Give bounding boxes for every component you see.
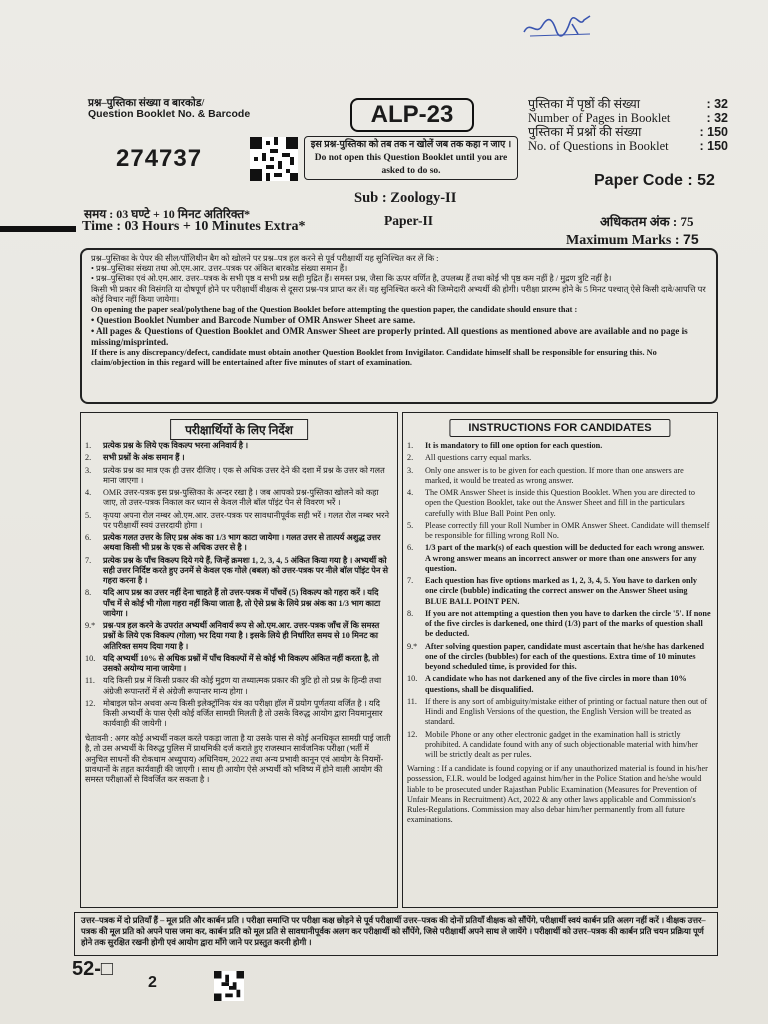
- page-code: 52-□: [72, 958, 113, 980]
- english-warning: Warning : If a candidate is found copying or if any unauthorized material is found in his/her possession, F.I.R. would be lodged against him/her in the Police Station and he/she would liable to be prosecuted under Rajasthan Public Examination (Measures for Prevention of Unfair Means in Recruitment) Act, 2022 & any other laws applicable and Commission's Rules-Regulations. Commission may also debar him/her permanently from all future examinations.: [407, 764, 708, 825]
- questions-english-label: No. of Questions in Booklet: [528, 139, 669, 153]
- pages-english-label: Number of Pages in Booklet: [528, 111, 671, 125]
- notice-hindi-list: [91, 264, 707, 284]
- instruction-text: Mobile Phone or any other electronic gadget in the examination hall is strictly prohibited. A candidate found with any of such objectionable material with him/her will be strictly dealt as per rules.: [425, 729, 698, 759]
- seal-notice-box: [80, 248, 718, 404]
- instruction-text: प्रत्येक प्रश्न के लिये एक विकल्प भरना अनिवार्य है ।: [103, 441, 249, 450]
- booklet-number: 274737: [116, 145, 203, 172]
- max-marks-hindi: अधिकतम अंक : 75: [600, 214, 694, 229]
- instruction-item: [407, 730, 711, 761]
- notice-english-list: [91, 315, 707, 348]
- questions-english-row: [528, 139, 728, 153]
- max-marks-english: [566, 231, 699, 249]
- instruction-text: प्रत्येक गलत उत्तर के लिए प्रश्न अंक का 1/3 भाग काटा जायेगा । गलत उत्तर से तात्पर्य अशुद्ध उत्तर अथवा किसी भी प्रश्न के एक से अधिक उत्तर से है ।: [103, 533, 381, 553]
- booklet-info: [528, 97, 728, 153]
- instruction-item: [407, 466, 711, 487]
- instruction-number: 5.: [85, 510, 92, 520]
- subject-title: Sub : Zoology-II: [354, 190, 457, 206]
- instruction-text: यदि किसी प्रश्न में किसी प्रकार की कोई मुद्रण या तथ्यात्मक प्रकार की त्रुटि हो तो प्रश्न के हिन्दी तथा अंग्रेजी रूपान्तरों में से अंग्रेजी रूपान्तर मान्य होगा ।: [103, 676, 382, 696]
- questions-hindi-label: पुस्तिका में प्रश्नों की संख्या: [528, 125, 642, 139]
- instruction-number: 12.: [407, 729, 418, 739]
- pages-hindi-label: पुस्तिका में पृष्ठों की संख्या: [528, 97, 640, 111]
- time-hindi: समय : 03 घण्टे + 10 मिनट अतिरिक्त*: [84, 207, 251, 221]
- questions-hindi-value: : 150: [699, 125, 728, 139]
- instruction-item: [407, 642, 711, 673]
- questions-hindi-row: [528, 125, 728, 139]
- do-not-open-notice: इस प्रश्न-पुस्तिका को तब तक न खोलें जब तक कहा न जाए । Do not open this Question Booklet until you are asked to do so.: [304, 136, 518, 180]
- instruction-item: [85, 556, 391, 587]
- notice-english-item: • Question Booklet Number and Barcode Number of OMR Answer Sheet are same.: [91, 315, 707, 326]
- instruction-number: 6.: [407, 543, 414, 553]
- instruction-item: [407, 441, 711, 451]
- instruction-text: प्रश्न-पत्र हल करने के उपरांत अभ्यर्थी अनिवार्य रूप से ओ.एम.आर. उत्तर-पत्रक जाँच लें कि समस्त प्रश्नों के लिये एक विकल्प (गोला) भर दिया गया है । इसके लिये ही निर्धारित समय से 10 मिनट का अतिरिक्त समय दिया गया है ।: [103, 621, 380, 651]
- notice-hindi-item: • प्रश्न–पुस्तिका एवं ओ.एम.आर. उत्तर–पत्रक के सभी पृष्ठ व सभी प्रश्न सही मुद्रित हैं। समस्त प्रश्न, जैसा कि ऊपर वर्णित है, उपलब्ध हैं तथा कोई भी पृष्ठ कम नहीं है / मुद्रण त्रुटि नहीं है।: [91, 274, 707, 284]
- time-english: Time : 03 Hours + 10 Minutes Extra*: [82, 219, 306, 234]
- instruction-item: [407, 697, 711, 728]
- instruction-text: कृपया अपना रोल नम्बर ओ.एम.आर. उत्तर-पत्रक पर सावधानीपूर्वक सही भरें । गलत रोल नम्बर भरने पर परीक्षार्थी स्वयं उत्तरदायी होगा ।: [103, 510, 390, 530]
- instruction-text: OMR उत्तर-पत्रक इस प्रश्न-पुस्तिका के अन्दर रखा है । जब आपको प्रश्न-पुस्तिका खोलने को कहा जाए, तो उत्तर-पत्रक निकाल कर ध्यान से केवल नीले बॉल पॉइंट पेन से विवरण भरें ।: [103, 488, 379, 508]
- paper-title: Paper-II: [384, 213, 433, 228]
- instruction-number: 8.: [85, 588, 92, 598]
- instruction-item: [407, 543, 711, 574]
- divider-bar: [0, 226, 76, 232]
- instruction-number: 1.: [407, 441, 414, 450]
- instruction-text: If there is any sort of ambiguity/mistake either of printing or factual nature then out of Hindi and English Versions of the question, the English Version will be treated as standard.: [425, 696, 708, 727]
- instruction-number: 2.: [85, 453, 92, 463]
- pages-english-value: : 32: [706, 111, 728, 125]
- instruction-number: 2.: [407, 453, 414, 463]
- english-instructions-title: INSTRUCTIONS FOR CANDIDATES: [449, 419, 670, 437]
- instruction-number: 7.: [407, 576, 414, 585]
- notice-hindi-outro: किसी भी प्रकार की विसंगति या दोषपूर्ण होने पर परीक्षार्थी वीक्षक से दूसरा प्रश्न-पत्र प्राप्त कर लें। यह सुनिश्चित करने की जिम्मेदारी अभ्यर्थी की होगी। परीक्षा प्रारम्भ होने के 5 मिनट पश्चात् ऐसे किसी दावे/आपत्ति पर कोई विचार नहीं किया जायेगा।: [91, 284, 706, 304]
- questions-english-value: : 150: [699, 139, 728, 153]
- instruction-text: Each question has five options marked as 1, 2, 3, 4, 5. You have to darken only one circle (bubble) indicating the correct answer on the Answer Sheet using BLUE BALL POINT PEN.: [425, 576, 697, 606]
- instruction-item: [85, 699, 391, 730]
- pages-hindi-value: : 32: [706, 97, 728, 111]
- instruction-item: [407, 453, 711, 463]
- pages-english-row: [528, 111, 728, 125]
- instruction-item: [85, 511, 391, 532]
- instruction-text: यदि आप प्रश्न का उत्तर नहीं देना चाहते हैं तो उत्तर-पत्रक में पाँचवें (5) विकल्प को गहरा करें । यदि पाँच में से कोई भी गोला गहरा नहीं किया जाता है, तो ऐसे प्रश्न के लिये प्रश्न अंक का 1/3 भाग काटा जायेगा ।: [103, 588, 381, 618]
- instruction-number: 4.: [407, 488, 414, 497]
- instruction-text: यदि अभ्यर्थी 10% से अधिक प्रश्नों में पाँच विकल्पों में से कोई भी विकल्प अंकित नहीं करता है, तो उसको अयोग्य माना जायेगा ।: [103, 653, 379, 673]
- instruction-text: मोबाइल फोन अथवा अन्य किसी इलेक्ट्रॉनिक यंत्र का परीक्षा हॉल में प्रयोग पूर्णतया वर्जित है । यदि किसी अभ्यर्थी के पास ऐसी कोई वर्जित सामग्री मिलती है तो उसके विरुद्ध आयोग द्वारा नियमानुसार कार्यवाही की जायेगी ।: [103, 698, 383, 729]
- answer-sheet-copy-notice: उत्तर–पत्रक में दो प्रतियाँ हैं – मूल प्रति और कार्बन प्रति । परीक्षा समाप्ति पर परीक्षा कक्ष छोड़ने से पूर्व परीक्षार्थी उत्तर–पत्रक की दोनों प्रतियाँ वीक्षक को सौंपेंगे, परीक्षार्थी स्वयं कार्बन प्रति अलग नहीं करें । वीक्षक उत्तर–पत्रक की मूल प्रति को अपने पास जमा कर, कार्बन प्रति को मूल प्रति से सावधानीपूर्वक अलग कर परीक्षार्थी को सौंपेंगे, जिसे परीक्षार्थी अपने साथ ले जायेंगे । परीक्षार्थी को उत्तर–पत्रक की कार्बन प्रति चयन प्रक्रिया पूर्ण होने तक सुरक्षित रखनी होगी एवं आयोग द्वारा माँगे जाने पर प्रस्तुत करनी होगी ।: [74, 912, 718, 956]
- instruction-number: 9.*: [85, 621, 96, 630]
- instruction-number: 3.: [85, 465, 92, 475]
- instruction-text: प्रत्येक प्रश्न के पाँच विकल्प दिये गये हैं, जिन्हें क्रमशः 1, 2, 3, 4, 5 अंकित किया गया है । अभ्यर्थी को सही उत्तर निर्दिष्ट करते हुए उनमें से केवल एक गोले (बबल) को उत्तर-पत्रक पर नीले बॉल पॉइंट पेन से गहरा करना है ।: [103, 555, 389, 585]
- instruction-number: 1.: [85, 441, 92, 450]
- hindi-warning: चेतावनी : अगर कोई अभ्यर्थी नकल करते पकड़ा जाता है या उसके पास से कोई अनधिकृत सामग्री पाई जाती है, तो उस अभ्यर्थी के विरुद्ध पुलिस में प्राथमिकी दर्ज कराते हुए राजस्थान सार्वजनिक परीक्षा (भर्ती में अनुचित साधनों की रोकथाम अध्युपाय) अधिनियम, 2022 तथा अन्य प्रभावी कानून एवं आयोग के नियमों-प्रावधानों के तहत कार्यवाही की जाएगी । साथ ही आयोग ऐसे अभ्यर्थी को भविष्य में होने वाली आयोग की समस्त परीक्षाओं से विवर्जित कर सकता है ।: [85, 734, 391, 784]
- hindi-instructions-panel: [80, 412, 398, 908]
- instruction-text: 1/3 part of the mark(s) of each question will be deducted for each wrong answer. A wrong answer means an incorrect answer or more than one answers for any question.: [425, 543, 705, 573]
- handwritten-signature: [520, 10, 600, 42]
- instruction-item: [85, 533, 391, 554]
- notice-english-intro: On opening the paper seal/polythene bag of the Question Booklet before attempting the question paper, the candidate should ensure that :: [91, 305, 578, 315]
- instruction-text: All questions carry equal marks.: [425, 453, 532, 463]
- instruction-text: सभी प्रश्नों के अंक समान हैं ।: [103, 453, 185, 463]
- instruction-text: Please correctly fill your Roll Number in OMR Answer Sheet. Candidate will themself be responsible for filling wrong Roll No.: [425, 520, 710, 540]
- page-number: 2: [148, 974, 157, 991]
- instruction-item: [85, 676, 391, 697]
- series-code-box: ALP-23: [350, 98, 474, 132]
- instruction-item: [85, 453, 391, 463]
- instruction-number: 8.: [407, 608, 414, 618]
- instruction-number: 7.: [85, 555, 92, 565]
- notice-hindi-item: • प्रश्न–पुस्तिका संख्या तथा ओ.एम.आर. उत्तर–पत्रक पर अंकित बारकोड संख्या समान हैं।: [91, 264, 707, 274]
- instruction-number: 6.: [85, 533, 92, 542]
- instruction-item: [407, 488, 711, 519]
- english-instructions-list: [407, 441, 711, 762]
- pages-hindi-row: [528, 97, 728, 111]
- instruction-item: [85, 488, 391, 509]
- english-instructions-panel: [402, 412, 718, 908]
- max-marks-value: 75: [683, 231, 699, 247]
- hindi-instructions-list: [85, 441, 391, 732]
- paper-code: Paper Code : 52: [594, 172, 715, 189]
- hindi-instructions-title: परीक्षार्थियों के लिए निर्देश: [170, 419, 308, 440]
- instruction-item: [407, 674, 711, 695]
- instruction-number: 3.: [407, 465, 414, 475]
- instruction-item: [85, 466, 391, 487]
- instruction-number: 4.: [85, 488, 92, 497]
- instruction-item: [85, 654, 391, 675]
- instruction-number: 5.: [407, 520, 414, 530]
- qr-code-icon: [214, 970, 244, 1002]
- notice-english-item: • All pages & Questions of Question Booklet and OMR Answer Sheet are properly printed. All questions as mentioned above are available and no page is missing/misprinted.: [91, 326, 707, 348]
- instruction-text: The OMR Answer Sheet is inside this Question Booklet. When you are directed to open the Question Booklet, take out the Answer Sheet and fill in the particulars carefully with Blue Ball Point Pen only.: [425, 488, 695, 518]
- instruction-number: 12.: [85, 698, 96, 708]
- instruction-text: Only one answer is to be given for each question. If more than one answers are marked, it would be treated as wrong answer.: [425, 465, 684, 485]
- instruction-item: [85, 621, 391, 652]
- instruction-text: It is mandatory to fill one option for each question.: [425, 441, 603, 450]
- instruction-number: 9.*: [407, 641, 418, 651]
- instruction-item: [85, 441, 391, 451]
- instruction-text: If you are not attempting a question then you have to darken the circle '5'. If none of the five circles is darkened, one third (1/3) part of the marks of question shall be deducted.: [425, 608, 711, 639]
- instruction-number: 10.: [407, 674, 418, 684]
- instruction-text: A candidate who has not darkened any of the five circles in more than 10% questions, shall be disqualified.: [425, 674, 687, 694]
- instruction-number: 11.: [407, 696, 417, 706]
- qr-code-icon: [250, 137, 298, 181]
- instruction-number: 10.: [85, 653, 96, 663]
- notice-english-outro: If there is any discrepancy/defect, candidate must obtain another Question Booklet from Invigilator. Candidate himself shall be responsible for ensuring this. No claim/objection in this regard will be entertained after five minutes of start of examination.: [91, 348, 657, 368]
- instruction-text: प्रत्येक प्रश्न का मात्र एक ही उत्तर दीजिए । एक से अधिक उत्तर देने की दशा में प्रश्न के उत्तर को गलत माना जाएगा ।: [103, 465, 385, 485]
- notice-hindi-intro: प्रश्न–पुस्तिका के पेपर की सील/पॉलिथीन बैग को खोलने पर प्रश्न–पत्र हल करने से पूर्व परीक्षार्थी यह सुनिश्चित कर लें कि :: [91, 254, 439, 263]
- instruction-item: [85, 588, 391, 619]
- barcode-label-hindi: प्रश्न–पुस्तिका संख्या व बारकोड/: [88, 98, 205, 109]
- max-marks-label: Maximum Marks :: [566, 233, 684, 248]
- instruction-item: [407, 609, 711, 640]
- instruction-item: [407, 521, 711, 542]
- instruction-item: [407, 576, 711, 607]
- barcode-label-english: Question Booklet No. & Barcode: [88, 108, 251, 120]
- instruction-number: 11.: [85, 676, 95, 686]
- instruction-text: After solving question paper, candidate must ascertain that he/she has darkened one of the circles (bubbles) for each of the questions. Extra time of 10 minutes beyond scheduled time, is provided for this.: [425, 641, 705, 671]
